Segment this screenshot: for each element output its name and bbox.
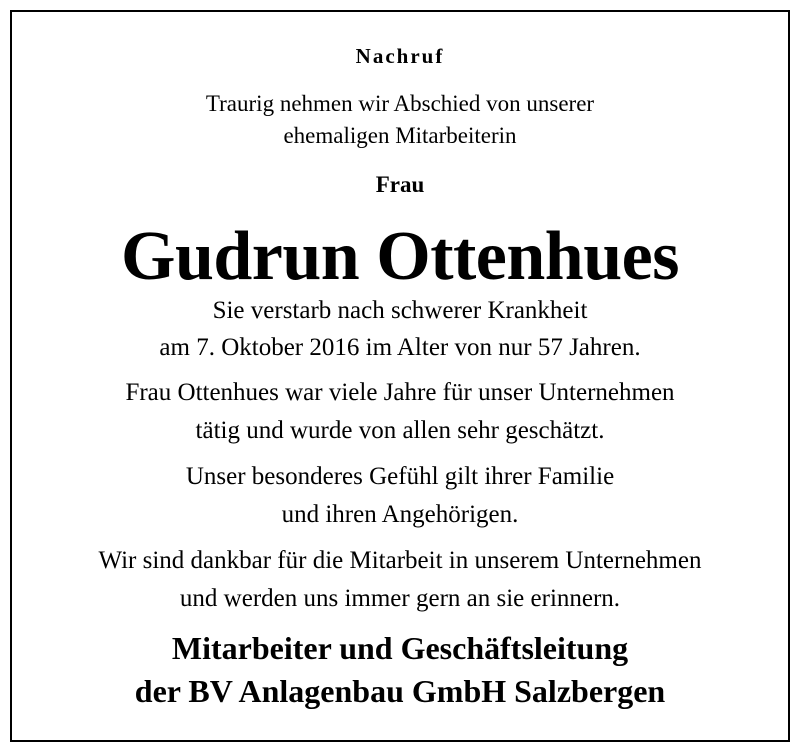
paragraph-2-line-2: tätig und wurde von allen sehr geschätzt. bbox=[195, 417, 605, 444]
signature-line-2: der BV Anlagenbau GmbH Salzbergen bbox=[134, 673, 666, 709]
intro-line-2: ehemaligen Mitarbeiterin bbox=[283, 123, 517, 148]
paragraph-1-line-1: Sie verstarb nach schwerer Krankheit bbox=[212, 297, 588, 324]
paragraph-1-line-2: am 7. Oktober 2016 im Alter von nur 57 Jahren. bbox=[159, 334, 641, 361]
notice-heading: Nachruf bbox=[355, 44, 445, 68]
paragraph-3-line-1: Unser besonderes Gefühl gilt ihrer Familie bbox=[185, 463, 615, 490]
deceased-name: Gudrun Ottenhues bbox=[121, 218, 679, 295]
signature-line-1: Mitarbeiter und Geschäftsleitung bbox=[171, 630, 629, 666]
paragraph-4-line-2: und werden uns immer gern an sie erinnern. bbox=[179, 585, 621, 612]
obituary-notice bbox=[10, 10, 790, 742]
salutation: Frau bbox=[375, 172, 425, 197]
paragraph-3-line-2: und ihren Angehörigen. bbox=[281, 501, 519, 528]
intro-line-1: Traurig nehmen wir Abschied von unserer bbox=[205, 91, 595, 116]
paragraph-4-line-1: Wir sind dankbar für die Mitarbeit in unserem Unternehmen bbox=[98, 547, 702, 574]
paragraph-2-line-1: Frau Ottenhues war viele Jahre für unser Unternehmen bbox=[125, 379, 675, 406]
